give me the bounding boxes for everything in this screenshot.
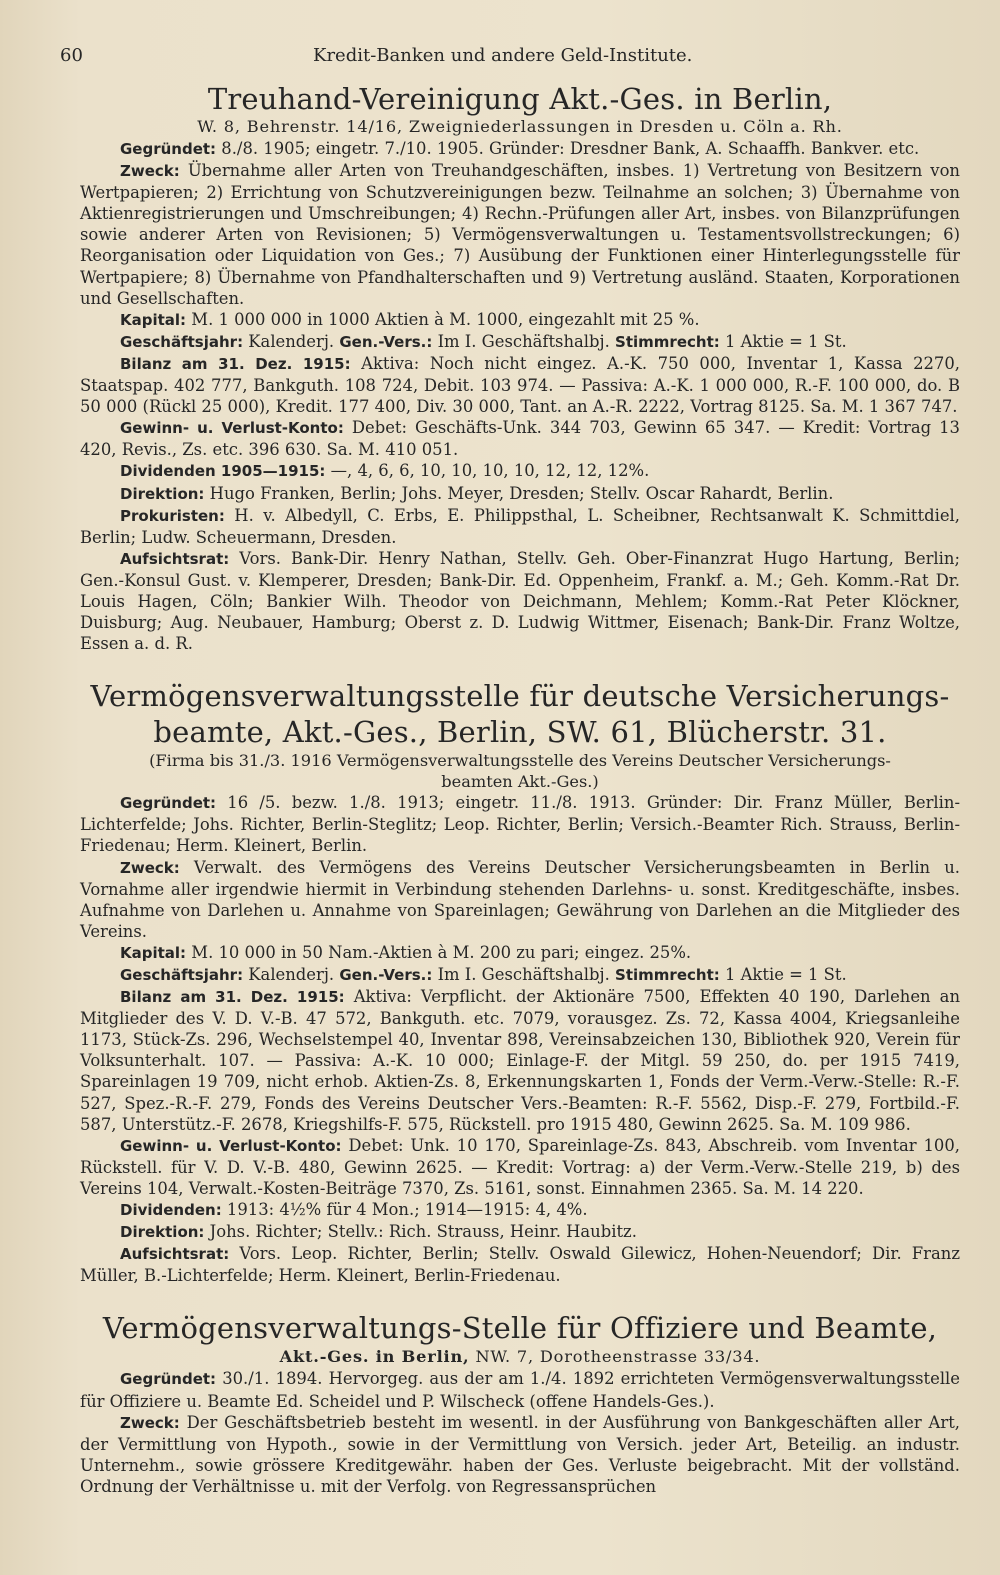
gewinn-text: Debet: Unk. 10 170, Spareinlage-Zs. 843, Abschreib. vom Inventar 100, Rückstell. für V. D. V.-B. 480, Gewinn 2625. — Kredit: Vortrag: a) der Verm.-Verw.-Stelle 219, b) des Vereins 104, Verwalt.-Kosten-Beiträge 7370, Zs. 5161, sonst. Einnahmen 2365. Sa. M. 14 220. [80,1135,960,1198]
gewinn-paragraph [80,417,960,460]
direktion-label: Direktion: [120,484,205,503]
prokuristen-text: H. v. Albedyll, C. Erbs, E. Philippsthal, L. Scheibner, Rechtsanwalt K. Schmittdiel, Berlin; Ludw. Scheuermann, Dresden. [80,505,960,547]
entry-title: Vermögensverwaltungs-Stelle für Offiziere und Beamte, [102,1311,938,1346]
running-header [60,42,960,70]
prokuristen-paragraph [80,505,960,548]
genvers-text: Im I. Geschäftshalbj. [437,331,610,351]
gewinn-paragraph [80,1135,960,1199]
direktion-label: Direktion: [120,1223,205,1242]
zweck-text: Übernahme aller Arten von Treuhandgeschäften, insbes. 1) Vertretung von Besitzern von Wertpapieren; 2) Errichtung von Schutzvereinigungen bezw. Teilnahme an solchen; 3) Übernahme von Aktienregistrierungen und Umschreibungen; 4) Rechn.-Prüfungen aller Art, insbes. von Bilanzprüfungen sowie anderer Arten von Revisionen; 5) Vermögensverwaltungen u. Testamentsvollstreckungen; 6) Reorganisation oder Liquidation von Ges.; 7) Ausübung der Funktionen einer Hinterlegungsstelle für Wertpapiere; 8) Übernahme von Pfandhalterschaften und 9) Vertretung ausländ. Staaten, Korporationen und Gesellschaften. [80,161,960,308]
bilanz-text: Aktiva: Noch nicht eingez. A.-K. 750 000, Inventar 1, Kassa 2270, Staatspap. 402 777, Bankguth. 108 724, Debit. 103 974. — Passiva: A.-K. 1 000 000, R.-F. 100 000, do. B 50 000 (Rückl 25 000), Kredit. 177 400, Div. 30 000, Tant. an A.-R. 2222, Vortrag 8125. Sa. M. 1 367 747. [80,353,960,417]
stimmrecht-text: 1 Aktie = 1 St. [724,965,847,984]
dividenden-label: Dividenden: [120,1201,222,1220]
entry-title-line-1: Vermögensverwaltungsstelle für deutsche Versicherungs- [90,679,950,714]
gegruendet-text: 8./8. 1905; eingetr. 7./10. 1905. Gründer: Dresdner Bank, A. Schaaffh. Bankver. etc. [221,139,920,158]
dividenden-label: Dividenden 1905—1915: [120,462,326,481]
entry-title-line-2: beamte, Akt.-Ges., Berlin, SW. 61, Blücherstr. 31. [153,715,887,750]
entry-address: W. 8, Behrenstr. 14/16, Zweigniederlassungen in Dresden u. Cöln a. Rh. [197,117,843,136]
zweck-paragraph [80,857,960,942]
zweck-text: Der Geschäftsbetrieb besteht im wesentl. in der Ausführung von Bankgeschäften aller Art, der Vermittlung von Hypoth., sowie in der Vermittlung von Versich. jeder Art, Beteilig. an industr. Unternehm., sowie grössere Kreditgewähr. haben der Ges. Verluste beigebracht. Mit der vollständ. Ordnung der Verhältnisse u. mit der Verfolg. von Regressansprüchen [80,1412,960,1496]
zweck-text: Verwalt. des Vermögens des Vereins Deutscher Versicherungsbeamten in Berlin u. Vornahme aller irgendwie hiermit in Verbindung stehenden Darlehns- u. sonst. Kreditgeschäfte, insbes. Aufnahme von Darlehen u. Annahme von Spareinlagen; Gewährung von Darlehen an die Mitglieder des Vereins. [80,857,960,941]
gegruendet-label: Gegründet: [120,140,217,158]
kapital-paragraph [80,942,960,964]
aufsichtsrat-paragraph [80,1243,960,1286]
firma-line-1: (Firma bis 31./3. 1916 Vermögensverwaltungsstelle des Vereins Deutscher Versicherungs- [149,751,891,771]
aufsichtsrat-text: Vors. Bank-Dir. Henry Nathan, Stellv. Geh. Ober-Finanzrat Hugo Hartung, Berlin; Gen.-Konsul Gust. v. Klemperer, Dresden; Bank-Dir. Ed. Oppenheim, Frankf. a. M.; Geh. Komm.-Rat Dr. Louis Hagen, Cöln; Bankier Wilh. Theodor von Deichmann, Mehlem; Komm.-Rat Peter Klöckner, Duisburg; Aug. Neubauer, Hamburg; Oberst z. D. Ludwig Wittmer, Eisenach; Bank-Dir. Franz Woltze, Essen a. d. R. [80,548,960,654]
zweck-label: Zweck: [120,1413,180,1432]
direktion-text: Hugo Franken, Berlin; Johs. Meyer, Dresden; Stellv. Oscar Rahardt, Berlin. [209,483,834,503]
gegruendet-label: Gegründet: [120,1370,217,1389]
zweck-paragraph [80,160,960,309]
gegruendet-paragraph [80,792,960,856]
aufsichtsrat-text: Vors. Leop. Richter, Berlin; Stellv. Oswald Gilewicz, Hohen-Neuendorf; Dir. Franz Müller, B.-Lichterfelde; Herm. Kleinert, Berlin-Friedenau. [80,1244,960,1286]
entry-vermoegensverwaltungsstelle-versicherungsbeamte [80,678,960,1286]
kapital-label: Kapital: [120,310,187,329]
bilanz-text: Aktiva: Verpflicht. der Aktionäre 7500, Effekten 40 190, Darlehen an Mitglieder des V. D. V.-B. 47 572, Bankguth. etc. 7079, vorausgez. Zs. 72, Kassa 4004, Kriegsanleihe 1173, Stück-Zs. 296, Wechselstempel 40, Inventar 898, Vereinsabzeichen 130, Bibliothek 920, Verein für Volksunterhalt. 107. — Passiva: A.-K. 10 000; Einlage-F. der Mitgl. 59 250, do. per 1915 7419, Spareinlagen 19 709, nicht erhob. Aktien-Zs. 8, Erkennungskarten 1, Fonds der Verm.-Verw.-Stelle: R.-F. 527, Spez.-R.-F. 279, Fonds des Vereins Deutscher Vers.-Beamten: R.-F. 5562, Disp.-F. 279, Fortbild.-F. 587, Unterstütz.-F. 2678, Kriegshilfs-F. 575, Rückstell. pro 1915 480, Gewinn 2625. Sa. M. 109 986. [80,987,960,1134]
dividenden-text: —, 4, 6, 6, 10, 10, 10, 10, 12, 12, 12%. [330,461,650,481]
direktion-paragraph [80,483,960,505]
stimmrecht-label: Stimmrecht: [615,966,720,984]
gewinn-text: Debet: Geschäfts-Unk. 344 703, Gewinn 65 347. — Kredit: Vortrag 13 420, Revis., Zs. etc. 396 630. Sa. M. 410 051. [80,418,960,460]
dividenden-text: 1913: 4½% für 4 Mon.; 1914—1915: 4, 4%. [226,1200,588,1220]
geschaeftsjahr-paragraph [80,964,960,986]
genvers-label: Gen.-Vers.: [339,332,433,351]
stimmrecht-label: Stimmrecht: [615,332,720,351]
zweck-paragraph [80,1412,960,1497]
aufsichtsrat-label: Aufsichtsrat: [120,549,230,568]
zweck-label: Zweck: [120,162,180,181]
gegruendet-label: Gegründet: [120,794,217,813]
stimmrecht-text: 1 Aktie = 1 St. [724,331,847,351]
entry-title: Treuhand-Vereinigung Akt.-Ges. in Berlin, [207,82,833,116]
entry-spacer [80,1286,960,1310]
geschaeftsjahr-text: Kalenderj. [248,331,335,351]
gegruendet-paragraph [80,1368,960,1411]
bilanz-label: Bilanz am 31. Dez. 1915: [120,988,345,1007]
entry-treuhand-vereinigung [80,82,960,654]
entry-spacer [80,654,960,678]
gegruendet-text: 30./1. 1894. Hervorgeg. aus der am 1./4. 1892 errichteten Vermögensverwaltungsstelle für Offiziere u. Beamte Ed. Scheidel und P. Wilscheck (offene Handels-Ges.). [80,1369,961,1411]
page-number: 60 [60,45,83,66]
bilanz-label: Bilanz am 31. Dez. 1915: [120,354,351,373]
geschaeftsjahr-paragraph [80,331,960,353]
gewinn-label: Gewinn- u. Verlust-Konto: [120,419,344,438]
entry-address-rest: NW. 7, Dorotheenstrasse 33/34. [475,1347,761,1367]
kapital-text: M. 10 000 in 50 Nam.-Aktien à M. 200 zu pari; eingez. 25%. [191,942,692,962]
genvers-label: Gen.-Vers.: [339,966,433,984]
entry-vermoegensverwaltungs-stelle-offiziere [80,1310,960,1497]
kapital-paragraph [80,309,960,331]
genvers-text: Im I. Geschäftshalbj. [437,965,610,984]
geschaeftsjahr-label: Geschäftsjahr: [120,966,244,984]
gewinn-label: Gewinn- u. Verlust-Konto: [120,1136,342,1155]
kapital-text: M. 1 000 000 in 1000 Aktien à M. 1000, eingezahlt mit 25 %. [191,309,700,329]
bilanz-paragraph [80,986,960,1135]
entry-address [80,1346,960,1368]
geschaeftsjahr-label: Geschäftsjahr: [120,332,244,351]
entry-address-bold: Akt.-Ges. in Berlin, [279,1347,470,1367]
kapital-label: Kapital: [120,943,187,962]
direktion-paragraph [80,1221,960,1243]
aufsichtsrat-paragraph [80,548,960,654]
zweck-label: Zweck: [120,858,180,877]
prokuristen-label: Prokuristen: [120,506,225,525]
direktion-text: Johs. Richter; Stellv.: Rich. Strauss, Heinr. Haubitz. [209,1222,637,1242]
gegruendet-paragraph [80,138,960,160]
gegruendet-text: 16 /5. bezw. 1./8. 1913; eingetr. 11./8. 1913. Gründer: Dir. Franz Müller, Berlin-Lichterfelde; Johs. Richter, Berlin-Steglitz; Leop. Richter, Berlin; Versich.-Beamter Rich. Strauss, Berlin-Friedenau; Herm. Kleinert, Berlin. [80,793,960,856]
firma-line-2: beamten Akt.-Ges.) [441,772,599,792]
dividenden-paragraph [80,1199,960,1221]
dividenden-paragraph [80,460,960,482]
aufsichtsrat-label: Aufsichtsrat: [120,1245,230,1264]
bilanz-paragraph [80,353,960,417]
geschaeftsjahr-text: Kalenderj. [248,965,335,984]
running-title: Kredit-Banken und andere Geld-Institute. [313,45,693,66]
